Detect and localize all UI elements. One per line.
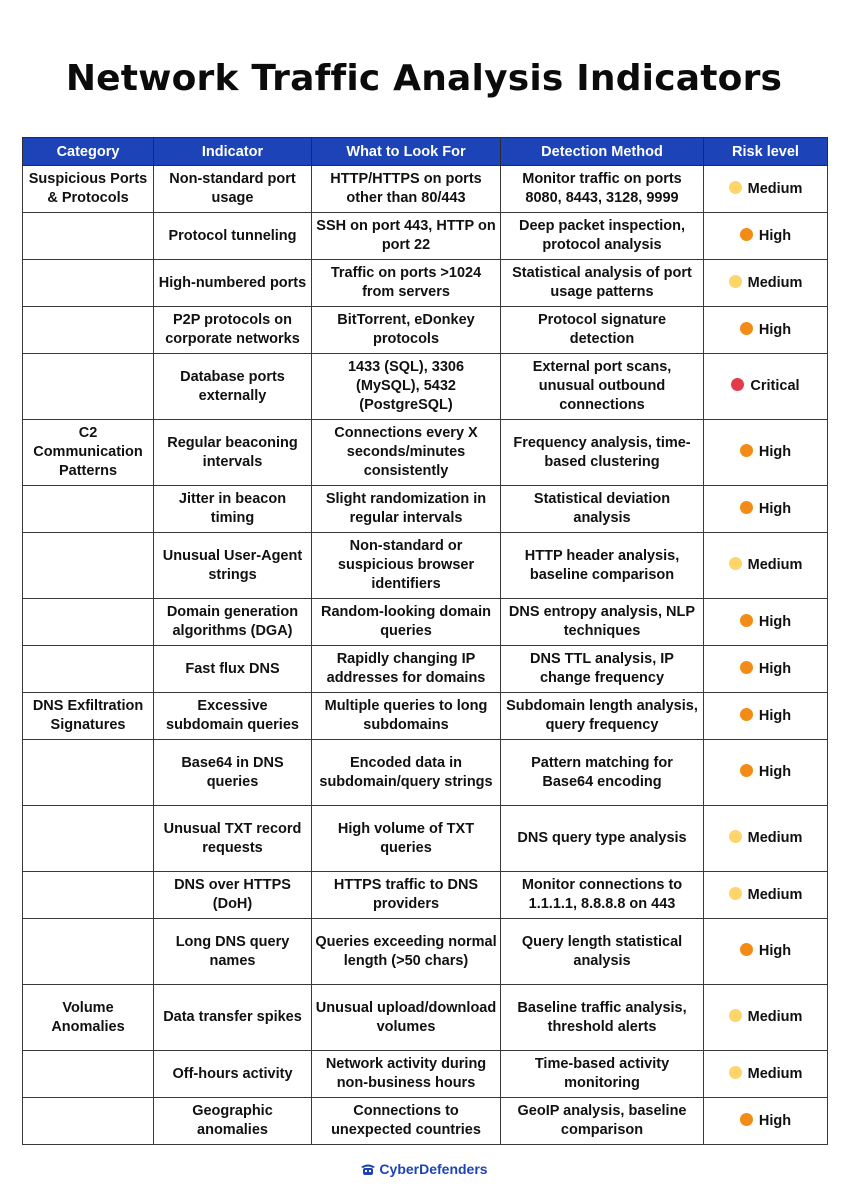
detection-method-cell: Query length statistical analysis xyxy=(501,919,704,985)
risk-critical-dot-icon xyxy=(731,378,744,391)
detection-method-cell: DNS entropy analysis, NLP techniques xyxy=(501,599,704,646)
detection-method-cell: Protocol signature detection xyxy=(501,307,704,354)
cyberdefenders-logo-icon xyxy=(360,1161,376,1180)
risk-medium-dot-icon xyxy=(729,275,742,288)
indicator-cell: Geographic anomalies xyxy=(154,1098,312,1145)
risk-level-label: Critical xyxy=(750,378,800,394)
look-for-cell: Connections to unexpected countries xyxy=(312,1098,501,1145)
table-row xyxy=(23,166,828,213)
risk-high-dot-icon xyxy=(740,444,753,457)
indicator-cell: High-numbered ports xyxy=(154,260,312,307)
risk-high-dot-icon xyxy=(740,943,753,956)
category-cell xyxy=(23,260,154,307)
risk-high-dot-icon xyxy=(740,228,753,241)
table-row xyxy=(23,919,828,985)
table-row xyxy=(23,599,828,646)
risk-level-cell xyxy=(704,1098,828,1145)
detection-method-cell: DNS query type analysis xyxy=(501,806,704,872)
look-for-cell: Rapidly changing IP addresses for domains xyxy=(312,646,501,693)
look-for-cell: Random-looking domain queries xyxy=(312,599,501,646)
indicator-cell: Database ports externally xyxy=(154,354,312,420)
table-row xyxy=(23,486,828,533)
indicator-cell: DNS over HTTPS (DoH) xyxy=(154,872,312,919)
look-for-cell: BitTorrent, eDonkey protocols xyxy=(312,307,501,354)
risk-level-cell xyxy=(704,213,828,260)
risk-level-label: Medium xyxy=(747,830,803,846)
risk-level-label: Medium xyxy=(747,180,803,197)
category-cell: Suspicious Ports & Protocols xyxy=(23,166,154,213)
column-header-category: Category xyxy=(23,138,154,166)
risk-high-dot-icon xyxy=(740,501,753,514)
risk-level-cell xyxy=(704,533,828,599)
risk-level-cell xyxy=(704,1051,828,1098)
look-for-cell: Traffic on ports >1024 from servers xyxy=(312,260,501,307)
column-header-risk-level: Risk level xyxy=(704,138,828,166)
detection-method-cell: Deep packet inspection, protocol analysis xyxy=(501,213,704,260)
table-row xyxy=(23,872,828,919)
category-cell: DNS Exfiltration Signatures xyxy=(23,693,154,740)
column-header-indicator: Indicator xyxy=(154,138,312,166)
category-cell: C2 Communication Patterns xyxy=(23,420,154,486)
risk-level-cell xyxy=(704,806,828,872)
risk-level-label: High xyxy=(758,764,792,780)
risk-level-cell xyxy=(704,166,828,213)
look-for-cell: Slight randomization in regular intervals xyxy=(312,486,501,533)
indicator-cell: Regular beaconing intervals xyxy=(154,420,312,486)
category-cell xyxy=(23,919,154,985)
indicator-cell: Jitter in beacon timing xyxy=(154,486,312,533)
column-header-detection-method: Detection Method xyxy=(501,138,704,166)
indicator-cell: Protocol tunneling xyxy=(154,213,312,260)
category-cell xyxy=(23,213,154,260)
table-row xyxy=(23,646,828,693)
category-cell xyxy=(23,806,154,872)
column-header-look-for: What to Look For xyxy=(312,138,501,166)
risk-level-cell xyxy=(704,420,828,486)
risk-level-label: Medium xyxy=(747,1009,803,1025)
indicator-cell: Fast flux DNS xyxy=(154,646,312,693)
footer-brand-name: CyberDefenders xyxy=(379,1161,488,1177)
look-for-cell: Multiple queries to long subdomains xyxy=(312,693,501,740)
indicator-cell: Excessive subdomain queries xyxy=(154,693,312,740)
indicator-cell: Unusual User-Agent strings xyxy=(154,533,312,599)
risk-high-dot-icon xyxy=(740,764,753,777)
risk-level-cell xyxy=(704,354,828,420)
risk-level-cell xyxy=(704,260,828,307)
risk-level-cell xyxy=(704,872,828,919)
risk-medium-dot-icon xyxy=(729,1066,742,1079)
look-for-cell: High volume of TXT queries xyxy=(312,806,501,872)
risk-level-cell xyxy=(704,693,828,740)
risk-medium-dot-icon xyxy=(729,181,742,194)
table-row xyxy=(23,806,828,872)
risk-high-dot-icon xyxy=(740,708,753,721)
indicator-cell: Long DNS query names xyxy=(154,919,312,985)
risk-level-cell xyxy=(704,919,828,985)
table-row xyxy=(23,420,828,486)
table-row xyxy=(23,740,828,806)
category-cell xyxy=(23,307,154,354)
table-row xyxy=(23,1051,828,1098)
detection-method-cell: Statistical analysis of port usage patterns xyxy=(501,260,704,307)
risk-level-label: High xyxy=(758,707,792,724)
risk-level-label: Medium xyxy=(747,886,803,903)
look-for-cell: Non-standard or suspicious browser identifiers xyxy=(312,533,501,599)
category-cell xyxy=(23,599,154,646)
indicator-cell: Unusual TXT record requests xyxy=(154,806,312,872)
indicator-cell: Data transfer spikes xyxy=(154,985,312,1051)
risk-high-dot-icon xyxy=(740,1113,753,1126)
look-for-cell: 1433 (SQL), 3306 (MySQL), 5432 (PostgreSQL) xyxy=(312,354,501,420)
detection-method-cell: Monitor traffic on ports 8080, 8443, 3128, 9999 xyxy=(501,166,704,213)
table-row xyxy=(23,354,828,420)
page-title: Network Traffic Analysis Indicators xyxy=(65,58,783,99)
risk-medium-dot-icon xyxy=(729,887,742,900)
category-cell xyxy=(23,872,154,919)
table-header-row xyxy=(23,138,828,166)
detection-method-cell: GeoIP analysis, baseline comparison xyxy=(501,1098,704,1145)
risk-level-cell xyxy=(704,646,828,693)
look-for-cell: Connections every X seconds/minutes consistently xyxy=(312,420,501,486)
look-for-cell: Network activity during non-business hours xyxy=(312,1051,501,1098)
category-cell xyxy=(23,486,154,533)
look-for-cell: Queries exceeding normal length (>50 chars) xyxy=(312,919,501,985)
risk-level-label: High xyxy=(758,613,792,630)
detection-method-cell: Statistical deviation analysis xyxy=(501,486,704,533)
risk-level-cell xyxy=(704,307,828,354)
footer-brand xyxy=(0,1161,848,1180)
risk-high-dot-icon xyxy=(740,614,753,627)
risk-medium-dot-icon xyxy=(729,830,742,843)
detection-method-cell: Monitor connections to 1.1.1.1, 8.8.8.8 on 443 xyxy=(501,872,704,919)
risk-level-label: High xyxy=(758,500,792,517)
table-row xyxy=(23,307,828,354)
indicator-cell: Domain generation algorithms (DGA) xyxy=(154,599,312,646)
risk-medium-dot-icon xyxy=(729,1009,742,1022)
look-for-cell: Encoded data in subdomain/query strings xyxy=(312,740,501,806)
risk-level-cell xyxy=(704,985,828,1051)
table-row xyxy=(23,260,828,307)
detection-method-cell: Time-based activity monitoring xyxy=(501,1051,704,1098)
category-cell xyxy=(23,740,154,806)
risk-level-cell xyxy=(704,740,828,806)
category-cell xyxy=(23,1051,154,1098)
risk-level-label: Medium xyxy=(747,1065,803,1082)
risk-level-label: High xyxy=(758,1112,792,1129)
look-for-cell: Unusual upload/download volumes xyxy=(312,985,501,1051)
look-for-cell: SSH on port 443, HTTP on port 22 xyxy=(312,213,501,260)
indicator-cell: Off-hours activity xyxy=(154,1051,312,1098)
indicator-cell: Base64 in DNS queries xyxy=(154,740,312,806)
detection-method-cell: External port scans, unusual outbound connections xyxy=(501,354,704,420)
risk-level-label: Medium xyxy=(747,557,803,573)
risk-level-label: High xyxy=(758,444,792,460)
risk-level-label: High xyxy=(758,321,792,338)
risk-level-cell xyxy=(704,486,828,533)
risk-high-dot-icon xyxy=(740,322,753,335)
risk-level-label: High xyxy=(758,227,792,244)
detection-method-cell: HTTP header analysis, baseline comparison xyxy=(501,533,704,599)
detection-method-cell: Pattern matching for Base64 encoding xyxy=(501,740,704,806)
category-cell xyxy=(23,354,154,420)
table-row xyxy=(23,985,828,1051)
indicators-table xyxy=(22,137,828,1145)
detection-method-cell: DNS TTL analysis, IP change frequency xyxy=(501,646,704,693)
detection-method-cell: Subdomain length analysis, query frequency xyxy=(501,693,704,740)
category-cell: Volume Anomalies xyxy=(23,985,154,1051)
detection-method-cell: Frequency analysis, time-based clustering xyxy=(501,420,704,486)
category-cell xyxy=(23,1098,154,1145)
risk-medium-dot-icon xyxy=(729,557,742,570)
risk-level-cell xyxy=(704,599,828,646)
detection-method-cell: Baseline traffic analysis, threshold alerts xyxy=(501,985,704,1051)
look-for-cell: HTTPS traffic to DNS providers xyxy=(312,872,501,919)
table-row xyxy=(23,213,828,260)
risk-high-dot-icon xyxy=(740,661,753,674)
category-cell xyxy=(23,533,154,599)
table-row xyxy=(23,1098,828,1145)
risk-level-label: Medium xyxy=(747,274,803,291)
look-for-cell: HTTP/HTTPS on ports other than 80/443 xyxy=(312,166,501,213)
category-cell xyxy=(23,646,154,693)
risk-level-label: High xyxy=(758,660,792,677)
table-row xyxy=(23,533,828,599)
risk-level-label: High xyxy=(758,943,792,959)
table-row xyxy=(23,693,828,740)
indicator-cell: P2P protocols on corporate networks xyxy=(154,307,312,354)
indicator-cell: Non-standard port usage xyxy=(154,166,312,213)
